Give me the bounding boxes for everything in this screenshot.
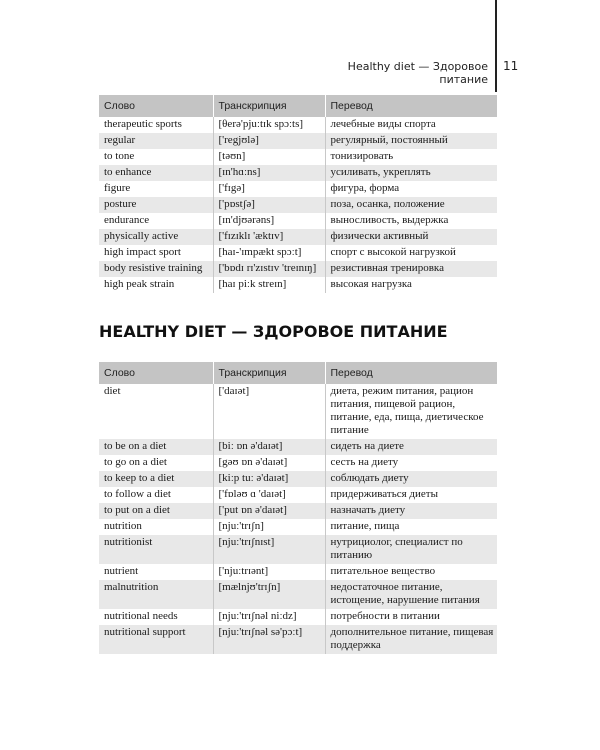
section-heading: HEALTHY DIET — ЗДОРОВОЕ ПИТАНИЕ [99,322,448,341]
table-row [99,455,497,471]
table-row [99,384,497,439]
cell-translation: сидеть на диете [325,439,497,455]
cell-word: to go on a diet [104,456,167,468]
cell-transcription: [haɪ piːk streɪn] [213,277,325,293]
cell-transcription: [njuː'trɪʃn] [213,519,325,535]
cell-transcription: [kiːp tuː ə'daɪət] [213,471,325,487]
cell-transcription: [ɪn'hɑːns] [213,165,325,181]
cell-transcription: [njuː'trɪʃnəl sə'pɔːt] [213,625,325,654]
table-row [99,229,497,245]
cell-translation: назначать диету [325,503,497,519]
table-row [99,181,497,197]
cell-word: regular [99,133,213,149]
cell-translation: недостаточное питание, истощение, нарушение питания [325,580,497,609]
table-row [99,245,497,261]
cell-word: posture [99,197,213,213]
cell-word: malnutrition [99,580,213,609]
table-header-row [99,95,497,117]
cell-transcription: ['put ɒn ə'daɪət] [213,503,325,519]
cell-word: therapeutic sports [104,118,182,130]
cell-translation: выносливость, выдержка [325,213,497,229]
table-row [99,133,497,149]
cell-word: high impact sport [104,246,181,258]
cell-word: figure [104,182,131,194]
cell-translation: лечебные виды спорта [325,117,497,133]
cell-word: physically active [99,229,213,245]
table-row [99,564,497,580]
cell-translation: тонизировать [325,149,497,165]
cell-transcription: ['fɪgə] [213,181,325,197]
table-row [99,261,497,277]
table-row [99,439,497,455]
cell-translation: придерживаться диеты [325,487,497,503]
table-row [99,277,497,293]
cell-translation: питательное вещество [325,564,497,580]
cell-transcription: [təʊn] [213,149,325,165]
cell-transcription: [ɪn'djʊərəns] [213,213,325,229]
cell-word: diet [104,385,121,397]
cell-translation: усиливать, укреплять [325,165,497,181]
table-row [99,471,497,487]
cell-transcription: [njuː'trɪʃnəl niːdz] [213,609,325,625]
cell-transcription: ['njuːtrɪənt] [213,564,325,580]
cell-translation: поза, осанка, положение [325,197,497,213]
cell-translation: физически активный [325,229,497,245]
table-row [99,625,497,654]
cell-translation: потребности в питании [325,609,497,625]
running-header-title: Healthy diet — Здоровое питание [347,60,488,86]
cell-word: nutritionist [99,535,213,564]
vocabulary-table-diet [99,362,497,654]
cell-word: high peak strain [104,278,175,290]
cell-translation: питание, пища [325,519,497,535]
table-row [99,165,497,181]
cell-word: to keep to a diet [99,471,213,487]
cell-word: nutrient [104,565,139,577]
cell-translation: диета, режим питания, рацион питания, пищевой рацион, питание, еда, пища, диетическое питание [325,384,497,439]
table-row [99,503,497,519]
cell-translation: нутрициолог, специалист по питанию [325,535,497,564]
page-number: 11 [503,59,519,73]
cell-transcription: ['fɪzɪklɪ 'æktɪv] [213,229,325,245]
cell-transcription: [haɪ-'ɪmpækt spɔːt] [213,245,325,261]
cell-translation: резистивная тренировка [325,261,497,277]
cell-translation: регулярный, постоянный [325,133,497,149]
column-header-transcription: Транскрипция [213,362,325,384]
column-header-translation: Перевод [325,95,497,117]
cell-translation: сесть на диету [325,455,497,471]
column-header-word: Слово [99,362,213,384]
cell-word: endurance [104,214,150,226]
page-edge-rule [495,0,497,92]
cell-translation: спорт с высокой нагрузкой [325,245,497,261]
column-header-word: Слово [99,95,213,117]
cell-transcription: ['fɒləʊ ɑ 'daɪət] [213,487,325,503]
table-row [99,197,497,213]
table-header-row [99,362,497,384]
cell-transcription: ['pɒstʃə] [213,197,325,213]
cell-transcription: [mælnjʊ'trɪʃn] [213,580,325,609]
cell-word: to enhance [99,165,213,181]
column-header-translation: Перевод [325,362,497,384]
cell-word: to put on a diet [99,503,213,519]
cell-word: to tone [104,150,135,162]
cell-transcription: [njuː'trɪʃnɪst] [213,535,325,564]
cell-translation: соблюдать диету [325,471,497,487]
cell-translation: высокая нагрузка [325,277,497,293]
cell-transcription: ['bɒdɪ rɪ'zɪstɪv 'treɪnɪŋ] [213,261,325,277]
cell-transcription: ['regjʊlə] [213,133,325,149]
cell-translation: фигура, форма [325,181,497,197]
cell-word: nutritional needs [104,610,178,622]
vocabulary-table-sports [99,95,497,293]
cell-word: nutritional support [99,625,213,654]
table-row [99,580,497,609]
cell-word: to follow a diet [104,488,171,500]
cell-transcription: [θerə'pjuːtɪk spɔːts] [213,117,325,133]
table-row [99,149,497,165]
table-row [99,117,497,133]
cell-word: nutrition [104,520,142,532]
table-row [99,535,497,564]
cell-word: to be on a diet [99,439,213,455]
table-row [99,487,497,503]
table-row [99,609,497,625]
cell-transcription: [gəʊ ɒn ə'daɪət] [213,455,325,471]
table-row [99,519,497,535]
cell-word: body resistive training [99,261,213,277]
column-header-transcription: Транскрипция [213,95,325,117]
cell-transcription: [biː ɒn ə'daɪət] [213,439,325,455]
cell-translation: дополнительное питание, пищевая поддержка [325,625,497,654]
cell-transcription: ['daɪət] [213,384,325,439]
table-row [99,213,497,229]
